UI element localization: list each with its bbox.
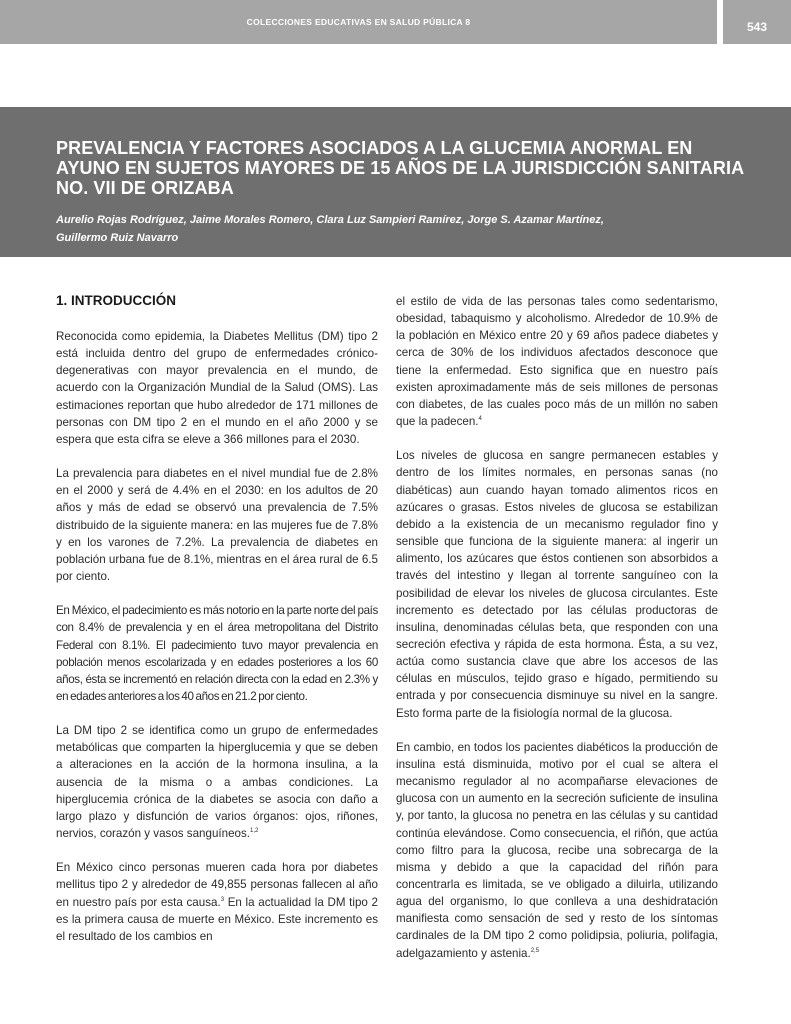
citation-ref: 1,2 [249,828,259,835]
paragraph [396,293,718,430]
section-heading: 1. INTRODUCCIÓN [56,293,177,308]
article-title: PREVALENCIA Y FACTORES ASOCIADOS A LA GLUCEMIA ANORMAL EN AYUNO EN SUJETOS MAYORES DE 15 AÑOS DE LA JURISDICCIÓN SANITARIA NO. VII DE ORIZABA [56,138,744,198]
citation-ref: 2,5 [530,947,540,954]
paragraph [56,859,378,945]
paragraph: La prevalencia para diabetes en el nivel mundial fue de 2.8% en el 2000 y será de 4.4% en el 2030: en los adultos de 20 años y más de edad se observó una prevalencia de 7.5% distribuido de la siguiente manera: en las mujeres fue de 7.8% y en los varones de 7.2%. La prevalencia de diabetes en población urbana fue de 8.1%, mientras en el área rural de 6.5 por ciento. [56,467,378,584]
paragraph-text: En México cinco personas mueren cada hora por diabetes mellitus tipo 2 y alrededor de 49,855 personas fallecen al año en nuestro país por esta causa. [56,861,378,909]
paragraph [396,739,718,962]
right-column [396,293,718,979]
collection-title: COLECCIONES EDUCATIVAS EN SALUD PÚBLICA 8 [246,17,471,27]
paragraph: Los niveles de glucosa en sangre permanecen estables y dentro de los límites normales, en personas sanas (no diabéticas) aun cuando hayan tomado alimentos ricos en azúcares o grasas. Estos niveles de glucosa se estabilizan debido a la existencia de un mecanismo regulador fino y sensible que funciona de la siguiente manera: al ingerir un alimento, los azúcares que éstos contienen son absorbidos a través del intestino y llegan al torrente sanguíneo con la posibilidad de elevar los niveles de glucosa circulantes. Este incremento es detectado por las células productoras de insulina, denominadas células beta, que responden con una secreción efectiva y rápida de esta hormona. Ésta, a su vez, actúa como sustancia clave que abre los accesos de las células en músculos, tejido graso e hígado, permitiendo su entrada y por consecuencia disminuye su nivel en la sangre. Esto forma parte de la fisiología normal de la glucosa. [396,449,718,720]
paragraph-text: En la actualidad la DM tipo 2 es la primera causa de muerte en México. Este incremento es el resultado de los cambios en [56,895,378,943]
citation-ref: 3 [220,896,225,903]
left-column [56,292,378,962]
authors-line-1: Aurelio Rojas Rodríguez, Jaime Morales Romero, Clara Luz Sampieri Ramírez, Jorge S. Azamar Martínez, [56,214,604,226]
authors-line-2: Guillermo Ruiz Navarro [56,232,179,244]
paragraph-text: En cambio, en todos los pacientes diabéticos la producción de insulina está disminuida, motivo por el cual se altera el mecanismo regulador al no acompañarse elevaciones de glucosa con un aumento en la secreción suficiente de insulina y, por tanto, la glucosa no penetra en las células y su cantidad continúa elevándose. Como consecuencia, el riñón, que actúa como filtro para la glucosa, recibe una sobrecarga de la misma y debido a que la capacidad del riñón para concentrarla es limitada, se ve obligado a diluirla, utilizando agua del organismo, lo que conlleva a una deshidratación manifiesta como sensación de sed y resto de los síntomas cardinales de la DM tipo 2 como polidipsia, poliuria, polifagia, adelgazamiento y astenia. [396,740,718,960]
page-number: 543 [723,0,791,44]
paragraph-text: el estilo de vida de las personas tales como sedentarismo, obesidad, tabaquismo y alcoholismo. Alrededor de 10.9% de la población en México entre 20 y 69 años padece diabetes y cerca de 30% de los individuos afectados desconoce que tiene la enfermedad. Esto significa que en nuestro país existen aproximadamente más de seis millones de personas con diabetes, de las cuales poco más de un millón no saben que la padecen. [396,295,718,429]
citation-ref: 4 [478,416,482,423]
paragraph: En México, el padecimiento es más notorio en la parte norte del país con 8.4% de prevalencia y en el área metropolitana del Distrito Federal con 8.1%. El padecimiento tuvo mayor prevalencia en población menos escolarizada y en edades posteriores a los 60 años, ésta se incrementó en relación directa con la edad en 2.3% y en edades anteriores a los 40 años en 21.2 por ciento. [56,604,378,703]
paragraph: Reconocida como epidemia, la Diabetes Mellitus (DM) tipo 2 está incluida dentro del grupo de enfermedades crónico-degenerativas con mayor prevalencia en el mundo, de acuerdo con la Organización Mundial de la Salud (OMS). Las estimaciones reportan que hubo alrededor de 171 millones de personas con DM tipo 2 en el mundo en el año 2000 y se espera que esta cifra se eleve a 366 millones para el 2030. [56,330,378,446]
paragraph [56,722,378,842]
article-authors [56,211,746,247]
paragraph-text: La DM tipo 2 se identifica como un grupo de enfermedades metabólicas que comparten la hiperglucemia y que se deben a alteraciones en la acción de la hormona insulina, a la ausencia de la misma o a ambas condiciones. La hiperglucemia crónica de la diabetes se asocia con daño a largo plazo y disfunción de varios órganos: ojos, riñones, nervios, corazón y vasos sanguíneos. [56,724,378,841]
